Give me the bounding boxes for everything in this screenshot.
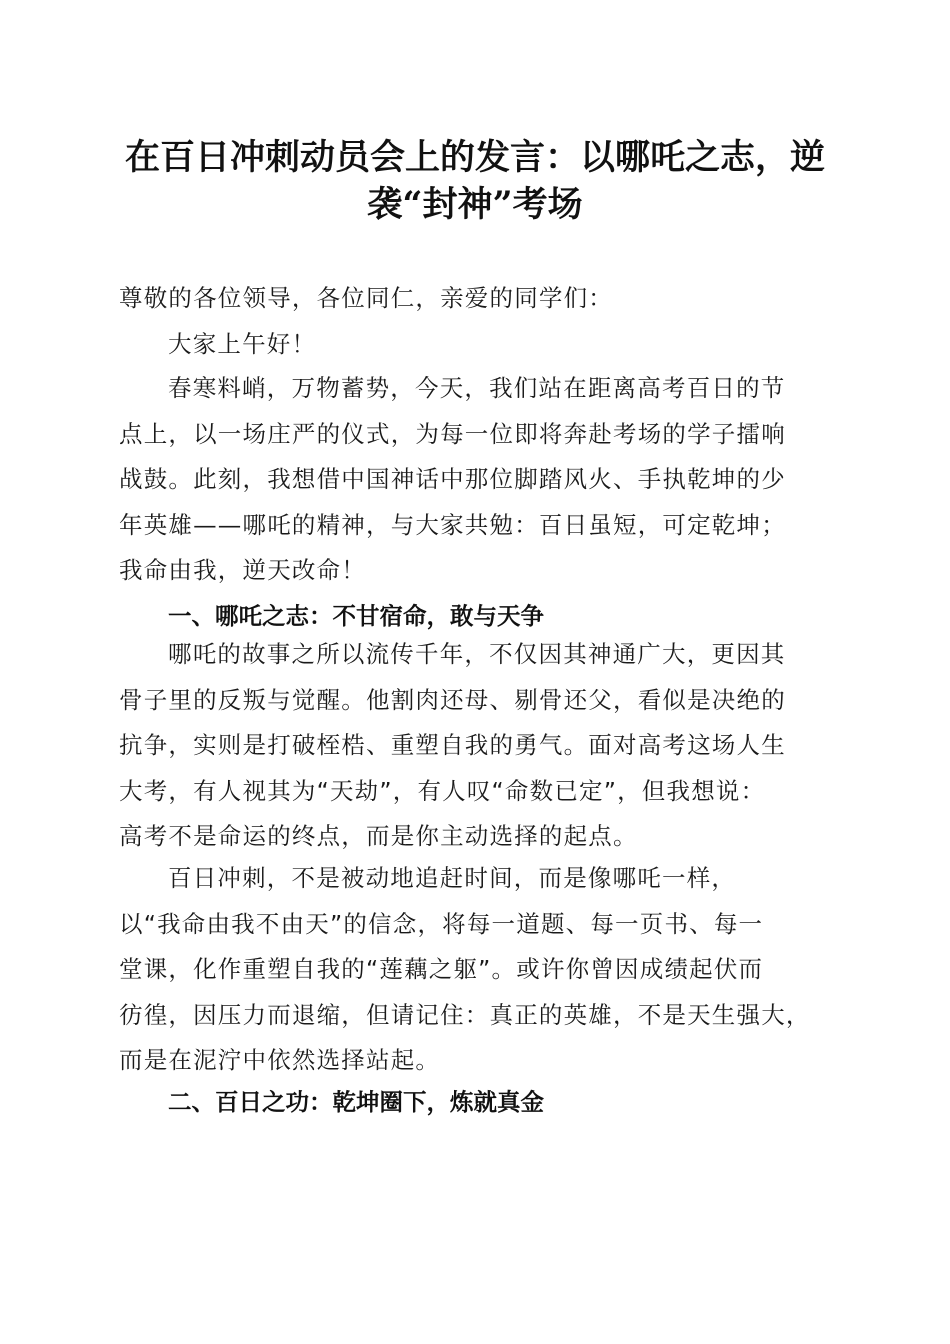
paragraph-1 (119, 366, 833, 594)
paragraph-line: 骨子里的反叛与觉醒。他割肉还母、剔骨还父，看似是决绝的 (119, 685, 786, 714)
paragraph-line: 春寒料峭，万物蓄势，今天，我们站在距离高考百日的节 (168, 374, 786, 402)
paragraph-line: 哪吒的故事之所以流传千年，不仅因其神通广大，更因其 (168, 640, 786, 668)
section-heading-1: 一、哪吒之志：不甘宿命，敢与天争 (168, 602, 544, 630)
paragraph-line: 我命由我，逆天改命！ (119, 556, 366, 584)
paragraph-line: 百日冲刺，不是被动地追赶时间，而是像哪吒一样， (168, 864, 737, 892)
document-title (100, 134, 850, 228)
paragraph-line: 大考，有人视其为“天劫”，有人叹“命数已定”，但我想说： (119, 776, 766, 805)
salutation: 尊敬的各位领导，各位同仁，亲爱的同学们： (119, 284, 613, 312)
paragraph-3 (119, 856, 833, 1084)
paragraph-line: 战鼓。此刻，我想借中国神话中那位脚踏风火、手执乾坤的少 (119, 465, 786, 493)
paragraph-line: 而是在泥泞中依然选择站起。 (119, 1046, 441, 1074)
paragraph-line: 以“我命由我不由天”的信念，将每一道题、每一页书、每一 (119, 909, 764, 938)
greeting: 大家上午好！ (168, 329, 317, 358)
paragraph-line: 点上，以一场庄严的仪式，为每一位即将奔赴考场的学子擂响 (119, 419, 786, 448)
paragraph-line: 堂课，化作重塑自我的“莲藕之躯”。或许你曾因成绩起伏而 (119, 955, 764, 983)
opening-block (119, 276, 833, 367)
paragraph-line: 高考不是命运的终点，而是你主动选择的起点。 (119, 822, 638, 850)
paragraph-2 (119, 632, 833, 860)
title-line: 袭“封神”考场 (367, 184, 583, 225)
paragraph-line: 彷徨，因压力而退缩，但请记住：真正的英雄，不是天生强大， (119, 1000, 811, 1029)
title-line: 在百日冲刺动员会上的发言：以哪吒之志，逆 (124, 137, 825, 178)
paragraph-line: 抗争，实则是打破桎梏、重塑自我的勇气。面对高考这场人生 (119, 731, 786, 759)
paragraph-line: 年英雄——哪吒的精神，与大家共勉：百日虽短，可定乾坤； (119, 510, 786, 539)
section-heading-2: 二、百日之功：乾坤圈下，炼就真金 (168, 1088, 544, 1116)
